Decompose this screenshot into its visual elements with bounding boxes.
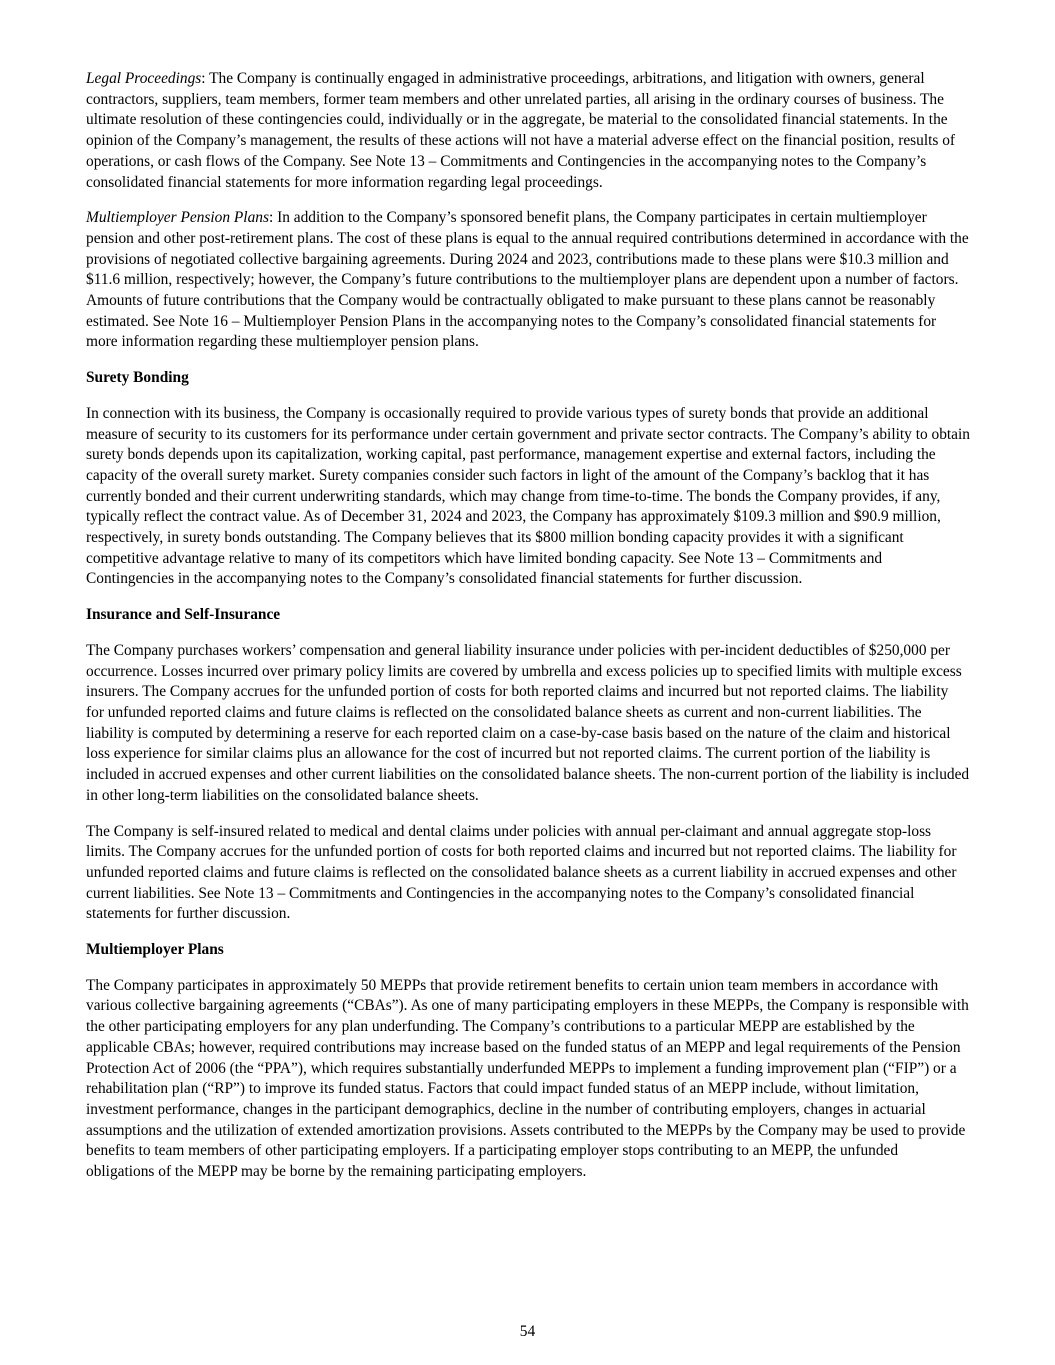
surety-bonding-paragraph: In connection with its business, the Company is occasionally required to provide various types of surety bonds that provide an additional measure of security to its customers for its performance under certain government and private sector contracts. The Company’s ability to obtain surety bonds depends upon its capitalization, working capital, past performance, management expertise and external factors, including the capacity of the overall surety market. Surety companies consider such factors in light of the amount of the Company’s backlog that it has currently bonded and their current underwriting standards, which may change from time-to-time. The bonds the Company provides, if any, typically reflect the contract value. As of December 31, 2024 and 2023, the Company has approximately $109.3 million and $90.9 million, respectively, in surety bonds outstanding. The Company believes that its $800 million bonding capacity provides it with a significant competitive advantage relative to many of its competitors which have limited bonding capacity. See Note 13 – Commitments and Contingencies in the accompanying notes to the Company’s consolidated financial statements for further discussion. xyxy=(86,404,970,588)
insurance-paragraph-2: The Company is self-insured related to medical and dental claims under policies with annual per-claimant and annual aggregate stop-loss limits. The Company accrues for the unfunded portion of costs for both reported claims and incurred but not reported claims. The liability for unfunded reported claims and future claims is reflected on the consolidated balance sheets as a current liability in accrued expenses and other current liabilities. See Note 13 – Commitments and Contingencies in the accompanying notes to the Company’s consolidated financial statements for further discussion. xyxy=(86,822,957,923)
legal-proceedings-body: : The Company is continually engaged in administrative proceedings, arbitrations, and litigation with owners, general contractors, suppliers, team members, former team members and other unrelated parties, all arising in the ordinary courses of business. The ultimate resolution of these contingencies could, individually or in the aggregate, be material to the consolidated financial statements. In the opinion of the Company’s management, the results of these actions will not have a material adverse effect on the financial position, results of operations, or cash flows of the Company. See Note 13 – Commitments and Contingencies in the accompanying notes to the Company’s consolidated financial statements for more information regarding legal proceedings. xyxy=(86,70,956,191)
surety-bonding-heading: Surety Bonding xyxy=(86,369,189,387)
multiemployer-plans-paragraph: The Company participates in approximately 50 MEPPs that provide retirement benefits to certain union team members in accordance with various collective bargaining agreements (“CBAs”). As one of many participating employers in these MEPPs, the Company is responsible with the other participating employers for any plan underfunding. The Company’s contributions to a particular MEPP are established by the applicable CBAs; however, required contributions may increase based on the funded status of an MEPP and legal requirements of the Pension Protection Act of 2006 (the “PPA”), which requires substantially underfunded MEPPs to implement a funding improvement plan (“FIP”) or a rehabilitation plan (“RP”) to improve its funded status. Factors that could impact funded status of an MEPP include, without limitation, investment performance, changes in the participant demographics, decline in the number of contributing employers, changes in actuarial assumptions and the utilization of extended amortization provisions. Assets contributed to the MEPPs by the Company may be used to provide benefits to team members of other participating employers. If a participating employer stops contributing to an MEPP, the unfunded obligations of the MEPP may be borne by the remaining participating employers. xyxy=(86,976,969,1181)
multiemployer-pension-plans-title: Multiemployer Pension Plans xyxy=(86,209,269,227)
multiemployer-pension-plans-paragraph xyxy=(86,208,970,353)
insurance-heading: Insurance and Self-Insurance xyxy=(86,606,281,624)
multiemployer-plans-heading: Multiemployer Plans xyxy=(86,941,224,959)
document-page xyxy=(86,69,970,1198)
legal-proceedings-title: Legal Proceedings xyxy=(86,70,202,87)
page-number: 54 xyxy=(519,1323,536,1340)
insurance-paragraph-1: The Company purchases workers’ compensation and general liability insurance under policies with per-incident deductibles of $250,000 per occurrence. Losses incurred over primary policy limits are covered by umbrella and excess policies up to specified limits with multiple excess insurers. The Company accrues for the unfunded portion of costs for both reported claims and incurred but not reported claims. The liability for unfunded reported claims and future claims is reflected on the consolidated balance sheets as current and non-current liabilities. The liability is computed by determining a reserve for each reported claim on a case-by-case basis based on the nature of the claim and historical loss experience for similar claims plus an allowance for the cost of incurred but not reported claims. The current portion of the liability is included in accrued expenses and other current liabilities on the consolidated balance sheets. The non-current portion of the liability is included in other long-term liabilities on the consolidated balance sheets. xyxy=(86,641,970,804)
multiemployer-pension-plans-body: : In addition to the Company’s sponsored benefit plans, the Company participates in certain multiemployer pension and other post-retirement plans. The cost of these plans is equal to the annual required contributions determined in accordance with the provisions of negotiated collective bargaining agreements. During 2024 and 2023, contributions made to these plans were $10.3 million and $11.6 million, respectively; however, the Company’s future contributions to the multiemployer plans are dependent upon a number of factors. Amounts of future contributions that the Company would be contractually obligated to make pursuant to these plans cannot be reasonably estimated. See Note 16 – Multiemployer Pension Plans in the accompanying notes to the Company’s consolidated financial statements for more information regarding these multiemployer pension plans. xyxy=(86,209,969,351)
legal-proceedings-paragraph xyxy=(86,69,970,193)
